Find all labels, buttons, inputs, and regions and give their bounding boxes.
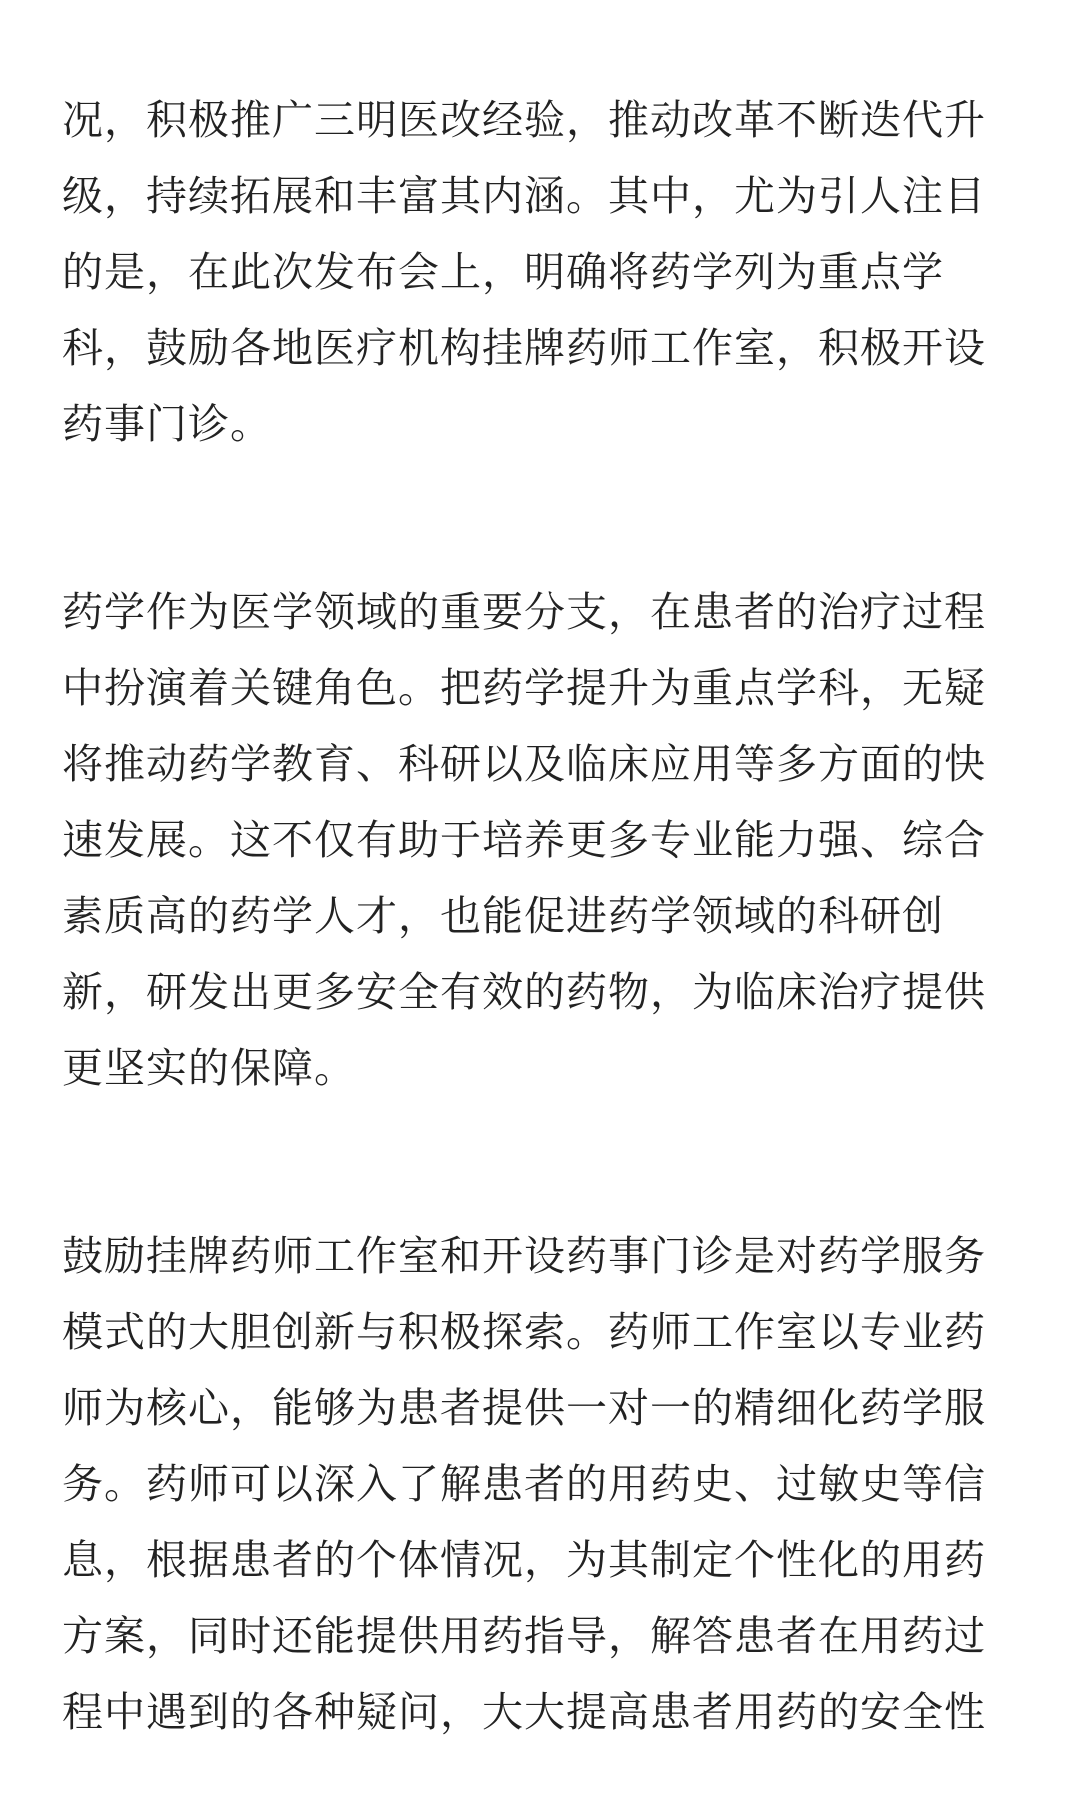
text-line: 况，积极推广三明医改经验，推动改革不断迭代升 [62, 96, 986, 144]
text-line: 级，持续拓展和丰富其内涵。其中，尤为引人注目 [62, 172, 986, 220]
article-body [62, 82, 1022, 1750]
text-line: 更坚实的保障。 [62, 1044, 356, 1092]
text-line: 速发展。这不仅有助于培养更多专业能力强、综合 [62, 816, 986, 864]
paragraph-3 [62, 1218, 1022, 1750]
text-line: 将推动药学教育、科研以及临床应用等多方面的快 [62, 740, 986, 788]
text-line: 药事门诊。 [62, 400, 272, 448]
text-line: 的是，在此次发布会上，明确将药学列为重点学 [62, 248, 944, 296]
paragraph-spacer [62, 462, 1022, 574]
text-line: 务。药师可以深入了解患者的用药史、过敏史等信 [62, 1460, 986, 1508]
text-line: 师为核心，能够为患者提供一对一的精细化药学服 [62, 1384, 986, 1432]
text-line: 新，研发出更多安全有效的药物，为临床治疗提供 [62, 968, 986, 1016]
text-line: 科，鼓励各地医疗机构挂牌药师工作室，积极开设 [62, 324, 986, 372]
text-line: 方案，同时还能提供用药指导，解答患者在用药过 [62, 1612, 986, 1660]
paragraph-spacer [62, 1106, 1022, 1218]
paragraph-2 [62, 574, 1022, 1106]
text-line: 模式的大胆创新与积极探索。药师工作室以专业药 [62, 1308, 986, 1356]
text-line: 药学作为医学领域的重要分支，在患者的治疗过程 [62, 588, 986, 636]
text-line: 程中遇到的各种疑问，大大提高患者用药的安全性 [62, 1688, 986, 1736]
text-line: 素质高的药学人才，也能促进药学领域的科研创 [62, 892, 944, 940]
text-line: 息，根据患者的个体情况，为其制定个性化的用药 [62, 1536, 986, 1584]
text-line: 中扮演着关键角色。把药学提升为重点学科，无疑 [62, 664, 986, 712]
paragraph-1 [62, 82, 1022, 462]
text-line: 鼓励挂牌药师工作室和开设药事门诊是对药学服务 [62, 1232, 986, 1280]
